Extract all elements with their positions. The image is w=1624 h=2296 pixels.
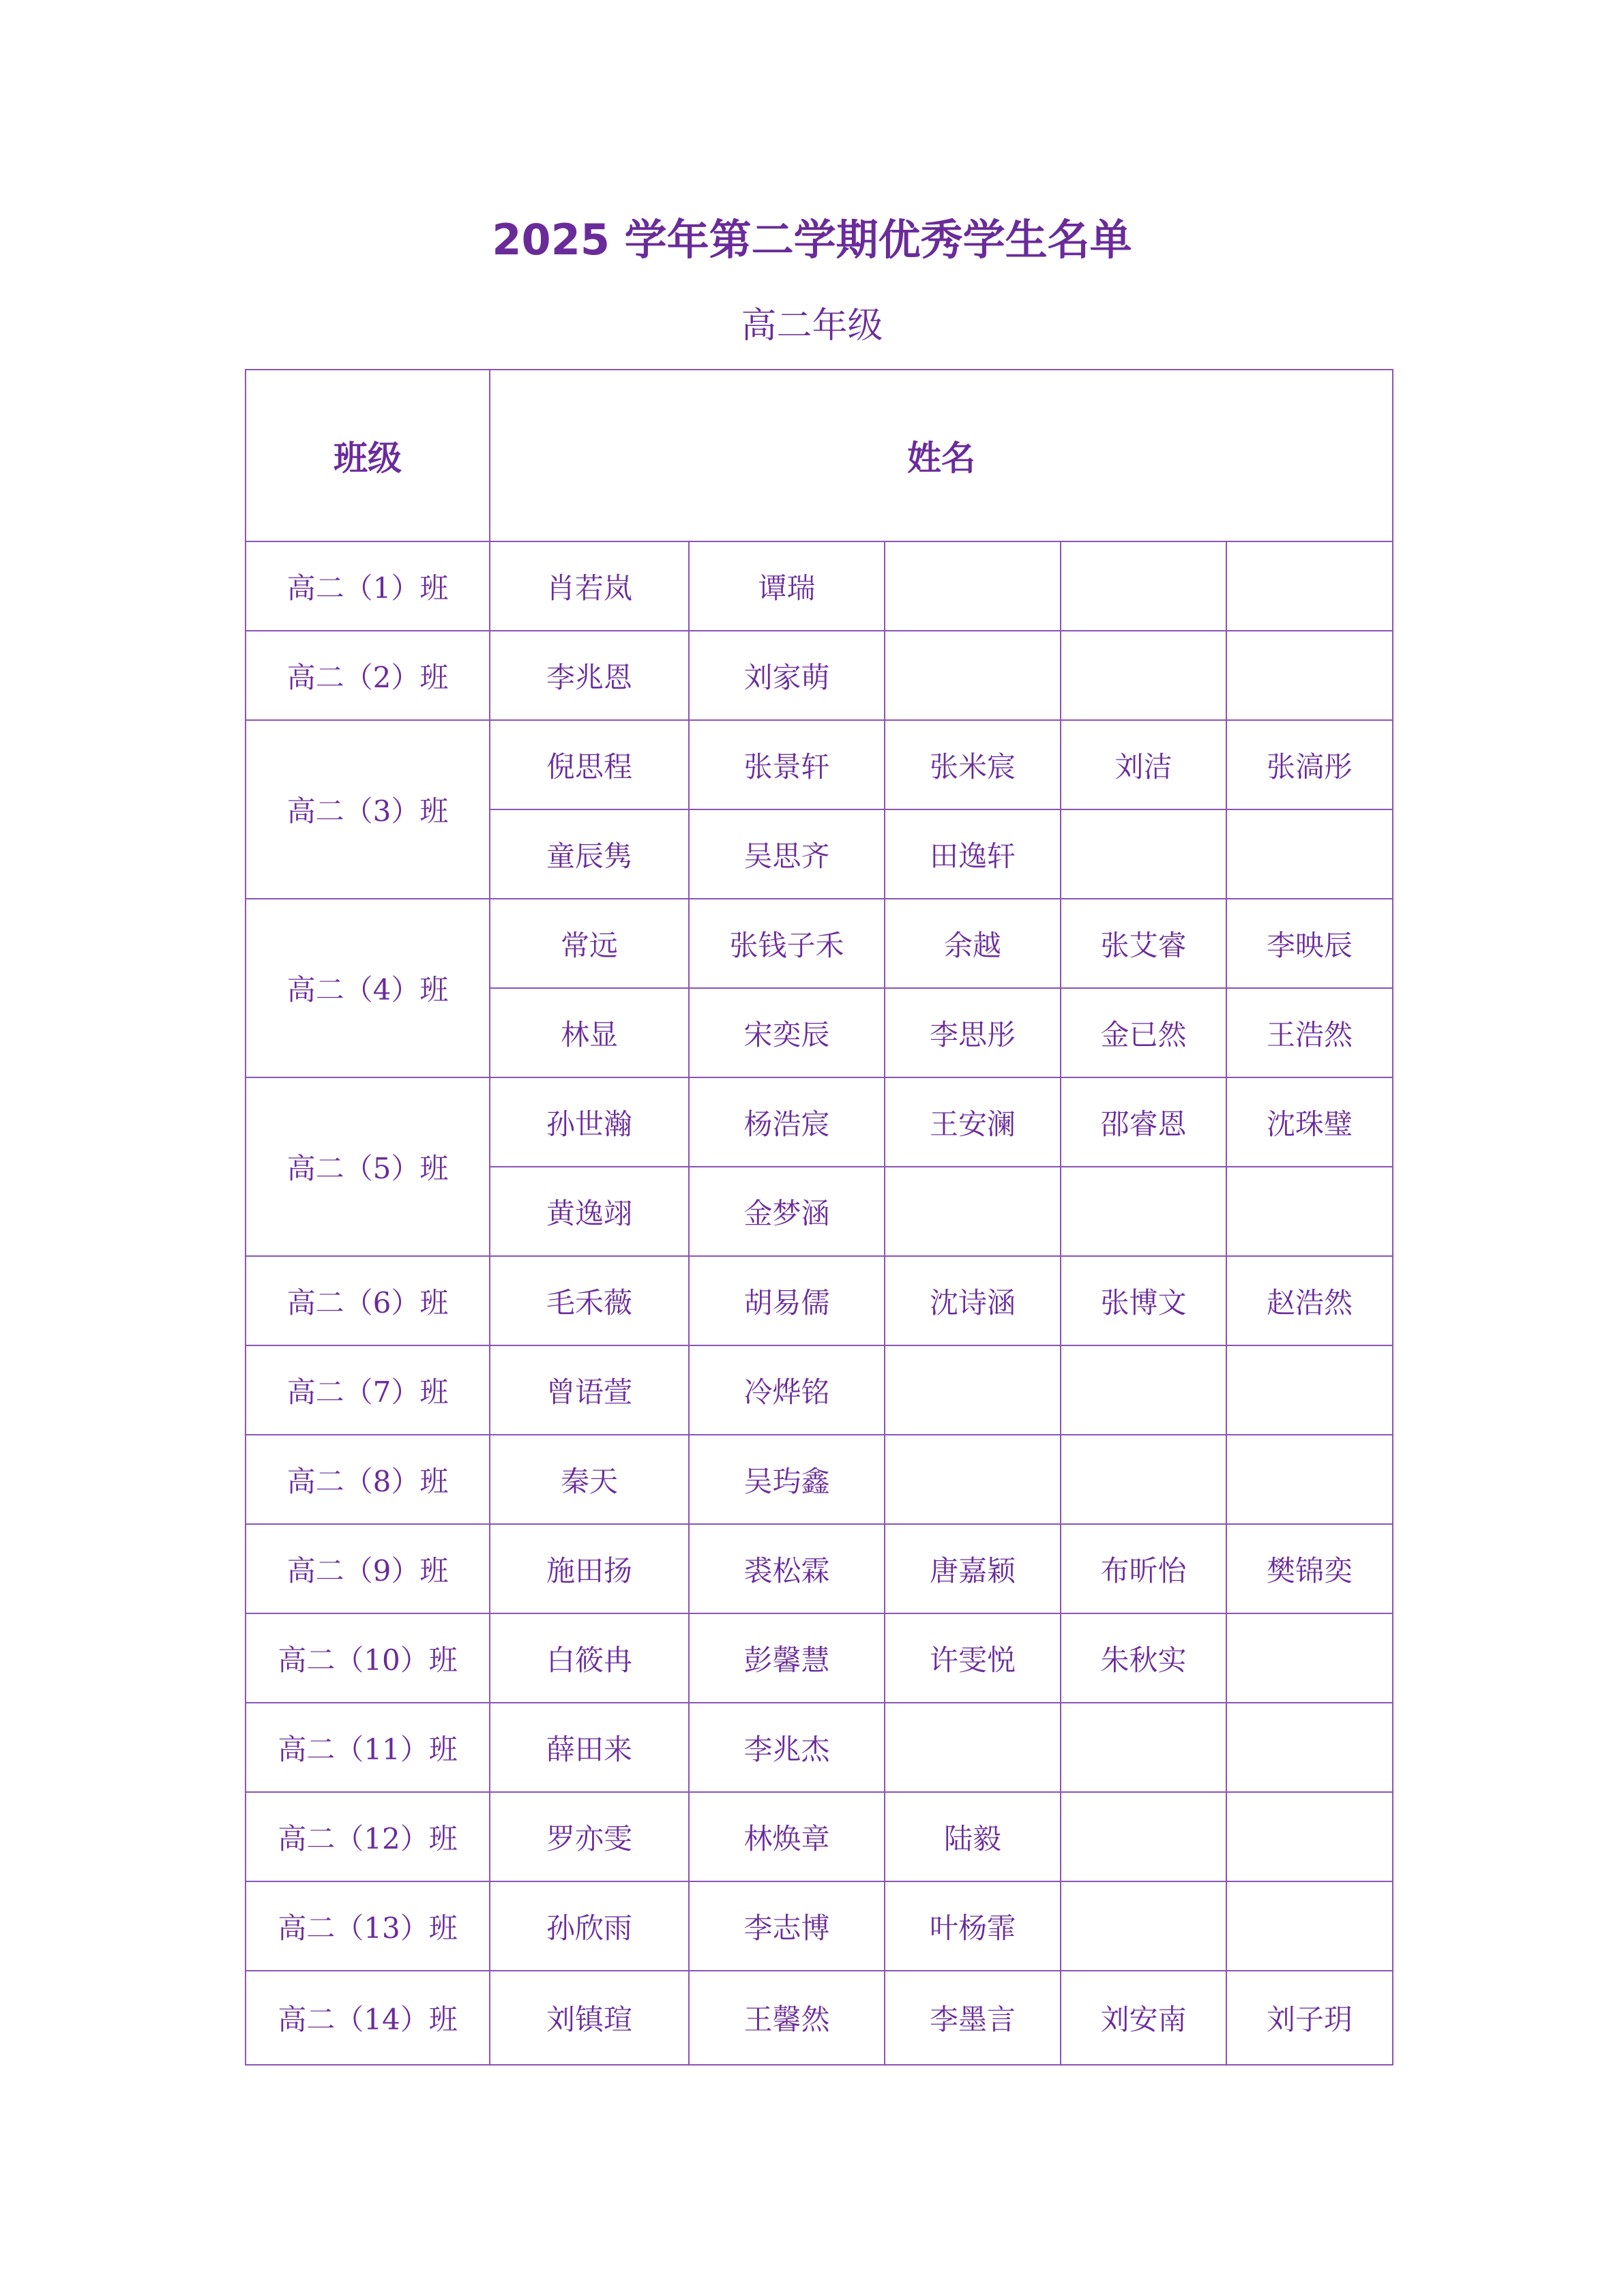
student-name-cell: 常远 bbox=[490, 899, 689, 988]
student-name-cell: 冷烨铭 bbox=[689, 1345, 885, 1435]
student-name-cell: 唐嘉颖 bbox=[885, 1524, 1061, 1613]
student-name-cell: 刘安南 bbox=[1061, 1971, 1226, 2065]
class-cell: 高二（3）班 bbox=[246, 720, 490, 899]
student-name-cell: 张滈彤 bbox=[1226, 720, 1393, 809]
class-cell: 高二（7）班 bbox=[246, 1345, 490, 1435]
student-name-cell: 田逸轩 bbox=[885, 809, 1061, 899]
table-row bbox=[246, 1881, 1393, 1971]
student-name-cell bbox=[885, 1345, 1061, 1435]
table-row bbox=[246, 1256, 1393, 1345]
student-name-cell: 邵睿恩 bbox=[1061, 1077, 1226, 1167]
student-name-cell: 李兆杰 bbox=[689, 1703, 885, 1792]
student-name-cell: 吴思齐 bbox=[689, 809, 885, 899]
student-name-cell: 宋奕辰 bbox=[689, 988, 885, 1077]
student-name-cell bbox=[885, 1435, 1061, 1524]
student-name-cell: 肖若岚 bbox=[490, 541, 689, 631]
student-name-cell bbox=[1061, 1703, 1226, 1792]
student-name-cell: 毛禾薇 bbox=[490, 1256, 689, 1345]
student-name-cell: 吴玙鑫 bbox=[689, 1435, 885, 1524]
class-cell: 高二（13）班 bbox=[246, 1881, 490, 1971]
student-name-cell bbox=[885, 1703, 1061, 1792]
student-name-cell: 刘洁 bbox=[1061, 720, 1226, 809]
table-row bbox=[246, 1703, 1393, 1792]
page-title: 2025 学年第二学期优秀学生名单 bbox=[492, 215, 1132, 265]
student-name-cell: 陆毅 bbox=[885, 1792, 1061, 1881]
header-class: 班级 bbox=[246, 370, 490, 541]
student-name-cell: 张米宸 bbox=[885, 720, 1061, 809]
student-name-cell bbox=[1061, 1435, 1226, 1524]
student-name-cell: 赵浩然 bbox=[1226, 1256, 1393, 1345]
table-body bbox=[246, 541, 1393, 2065]
class-cell: 高二（12）班 bbox=[246, 1792, 490, 1881]
student-name-cell: 朱秋实 bbox=[1061, 1613, 1226, 1703]
table-row bbox=[246, 899, 1393, 988]
student-name-cell bbox=[1226, 1881, 1393, 1971]
student-name-cell bbox=[1061, 1792, 1226, 1881]
student-name-cell: 薛田来 bbox=[490, 1703, 689, 1792]
student-name-cell: 张景轩 bbox=[689, 720, 885, 809]
table-row bbox=[246, 1613, 1393, 1703]
student-name-cell: 王安澜 bbox=[885, 1077, 1061, 1167]
student-name-cell: 余越 bbox=[885, 899, 1061, 988]
table-row bbox=[246, 720, 1393, 809]
student-name-cell bbox=[1061, 1167, 1226, 1256]
table-row bbox=[246, 1524, 1393, 1613]
student-name-cell: 布昕怡 bbox=[1061, 1524, 1226, 1613]
student-name-cell bbox=[1061, 1345, 1226, 1435]
student-name-cell: 李墨言 bbox=[885, 1971, 1061, 2065]
student-name-cell bbox=[1226, 1792, 1393, 1881]
student-name-cell: 金梦涵 bbox=[689, 1167, 885, 1256]
student-name-cell: 李映辰 bbox=[1226, 899, 1393, 988]
student-name-cell: 刘镇瑄 bbox=[490, 1971, 689, 2065]
header-name: 姓名 bbox=[490, 370, 1393, 541]
student-name-cell: 秦天 bbox=[490, 1435, 689, 1524]
student-name-cell: 孙世瀚 bbox=[490, 1077, 689, 1167]
student-name-cell bbox=[1061, 631, 1226, 720]
class-cell: 高二（10）班 bbox=[246, 1613, 490, 1703]
student-name-cell: 金已然 bbox=[1061, 988, 1226, 1077]
student-name-cell bbox=[1061, 1881, 1226, 1971]
class-cell: 高二（6）班 bbox=[246, 1256, 490, 1345]
class-cell: 高二（4）班 bbox=[246, 899, 490, 1077]
student-name-cell: 张艾睿 bbox=[1061, 899, 1226, 988]
student-name-cell: 彭馨慧 bbox=[689, 1613, 885, 1703]
student-name-cell: 曾语萱 bbox=[490, 1345, 689, 1435]
student-name-cell: 林显 bbox=[490, 988, 689, 1077]
student-name-cell: 白筱冉 bbox=[490, 1613, 689, 1703]
student-name-cell: 李志博 bbox=[689, 1881, 885, 1971]
table-header-row bbox=[246, 370, 1393, 541]
class-cell: 高二（9）班 bbox=[246, 1524, 490, 1613]
class-cell: 高二（2）班 bbox=[246, 631, 490, 720]
class-cell: 高二（11）班 bbox=[246, 1703, 490, 1792]
student-name-cell bbox=[885, 1167, 1061, 1256]
student-name-cell: 许雯悦 bbox=[885, 1613, 1061, 1703]
student-name-cell bbox=[1226, 1167, 1393, 1256]
student-name-cell: 李思彤 bbox=[885, 988, 1061, 1077]
student-roster-table bbox=[245, 369, 1393, 2066]
student-name-cell: 林焕章 bbox=[689, 1792, 885, 1881]
student-name-cell: 刘子玥 bbox=[1226, 1971, 1393, 2065]
student-name-cell: 王馨然 bbox=[689, 1971, 885, 2065]
table-row bbox=[246, 1435, 1393, 1524]
student-name-cell bbox=[1061, 809, 1226, 899]
table-row bbox=[246, 541, 1393, 631]
student-name-cell: 张博文 bbox=[1061, 1256, 1226, 1345]
student-name-cell: 叶杨霏 bbox=[885, 1881, 1061, 1971]
table-row bbox=[246, 1345, 1393, 1435]
student-name-cell: 胡易儒 bbox=[689, 1256, 885, 1345]
student-name-cell: 施田扬 bbox=[490, 1524, 689, 1613]
student-name-cell bbox=[1226, 1435, 1393, 1524]
grade-subtitle: 高二年级 bbox=[741, 305, 883, 346]
student-name-cell: 裘松霖 bbox=[689, 1524, 885, 1613]
table-row bbox=[246, 1792, 1393, 1881]
student-name-cell: 谭瑞 bbox=[689, 541, 885, 631]
student-name-cell bbox=[1226, 809, 1393, 899]
student-name-cell: 黄逸翊 bbox=[490, 1167, 689, 1256]
student-name-cell: 李兆恩 bbox=[490, 631, 689, 720]
table-row bbox=[246, 1077, 1393, 1167]
student-name-cell bbox=[1226, 631, 1393, 720]
student-name-cell: 童辰隽 bbox=[490, 809, 689, 899]
student-name-cell: 杨浩宸 bbox=[689, 1077, 885, 1167]
student-name-cell: 王浩然 bbox=[1226, 988, 1393, 1077]
table-row bbox=[246, 631, 1393, 720]
student-name-cell: 罗亦雯 bbox=[490, 1792, 689, 1881]
class-cell: 高二（14）班 bbox=[246, 1971, 490, 2065]
student-name-cell bbox=[1226, 1613, 1393, 1703]
student-name-cell: 刘家萌 bbox=[689, 631, 885, 720]
student-name-cell: 沈诗涵 bbox=[885, 1256, 1061, 1345]
table-row bbox=[246, 1971, 1393, 2065]
student-name-cell: 倪思程 bbox=[490, 720, 689, 809]
student-name-cell: 沈珠璧 bbox=[1226, 1077, 1393, 1167]
student-name-cell bbox=[885, 541, 1061, 631]
class-cell: 高二（5）班 bbox=[246, 1077, 490, 1256]
student-name-cell: 孙欣雨 bbox=[490, 1881, 689, 1971]
student-name-cell bbox=[1226, 1345, 1393, 1435]
student-name-cell: 樊锦奕 bbox=[1226, 1524, 1393, 1613]
student-name-cell bbox=[1226, 541, 1393, 631]
class-cell: 高二（8）班 bbox=[246, 1435, 490, 1524]
student-name-cell bbox=[1061, 541, 1226, 631]
student-name-cell bbox=[885, 631, 1061, 720]
student-name-cell: 张钱子禾 bbox=[689, 899, 885, 988]
student-name-cell bbox=[1226, 1703, 1393, 1792]
class-cell: 高二（1）班 bbox=[246, 541, 490, 631]
